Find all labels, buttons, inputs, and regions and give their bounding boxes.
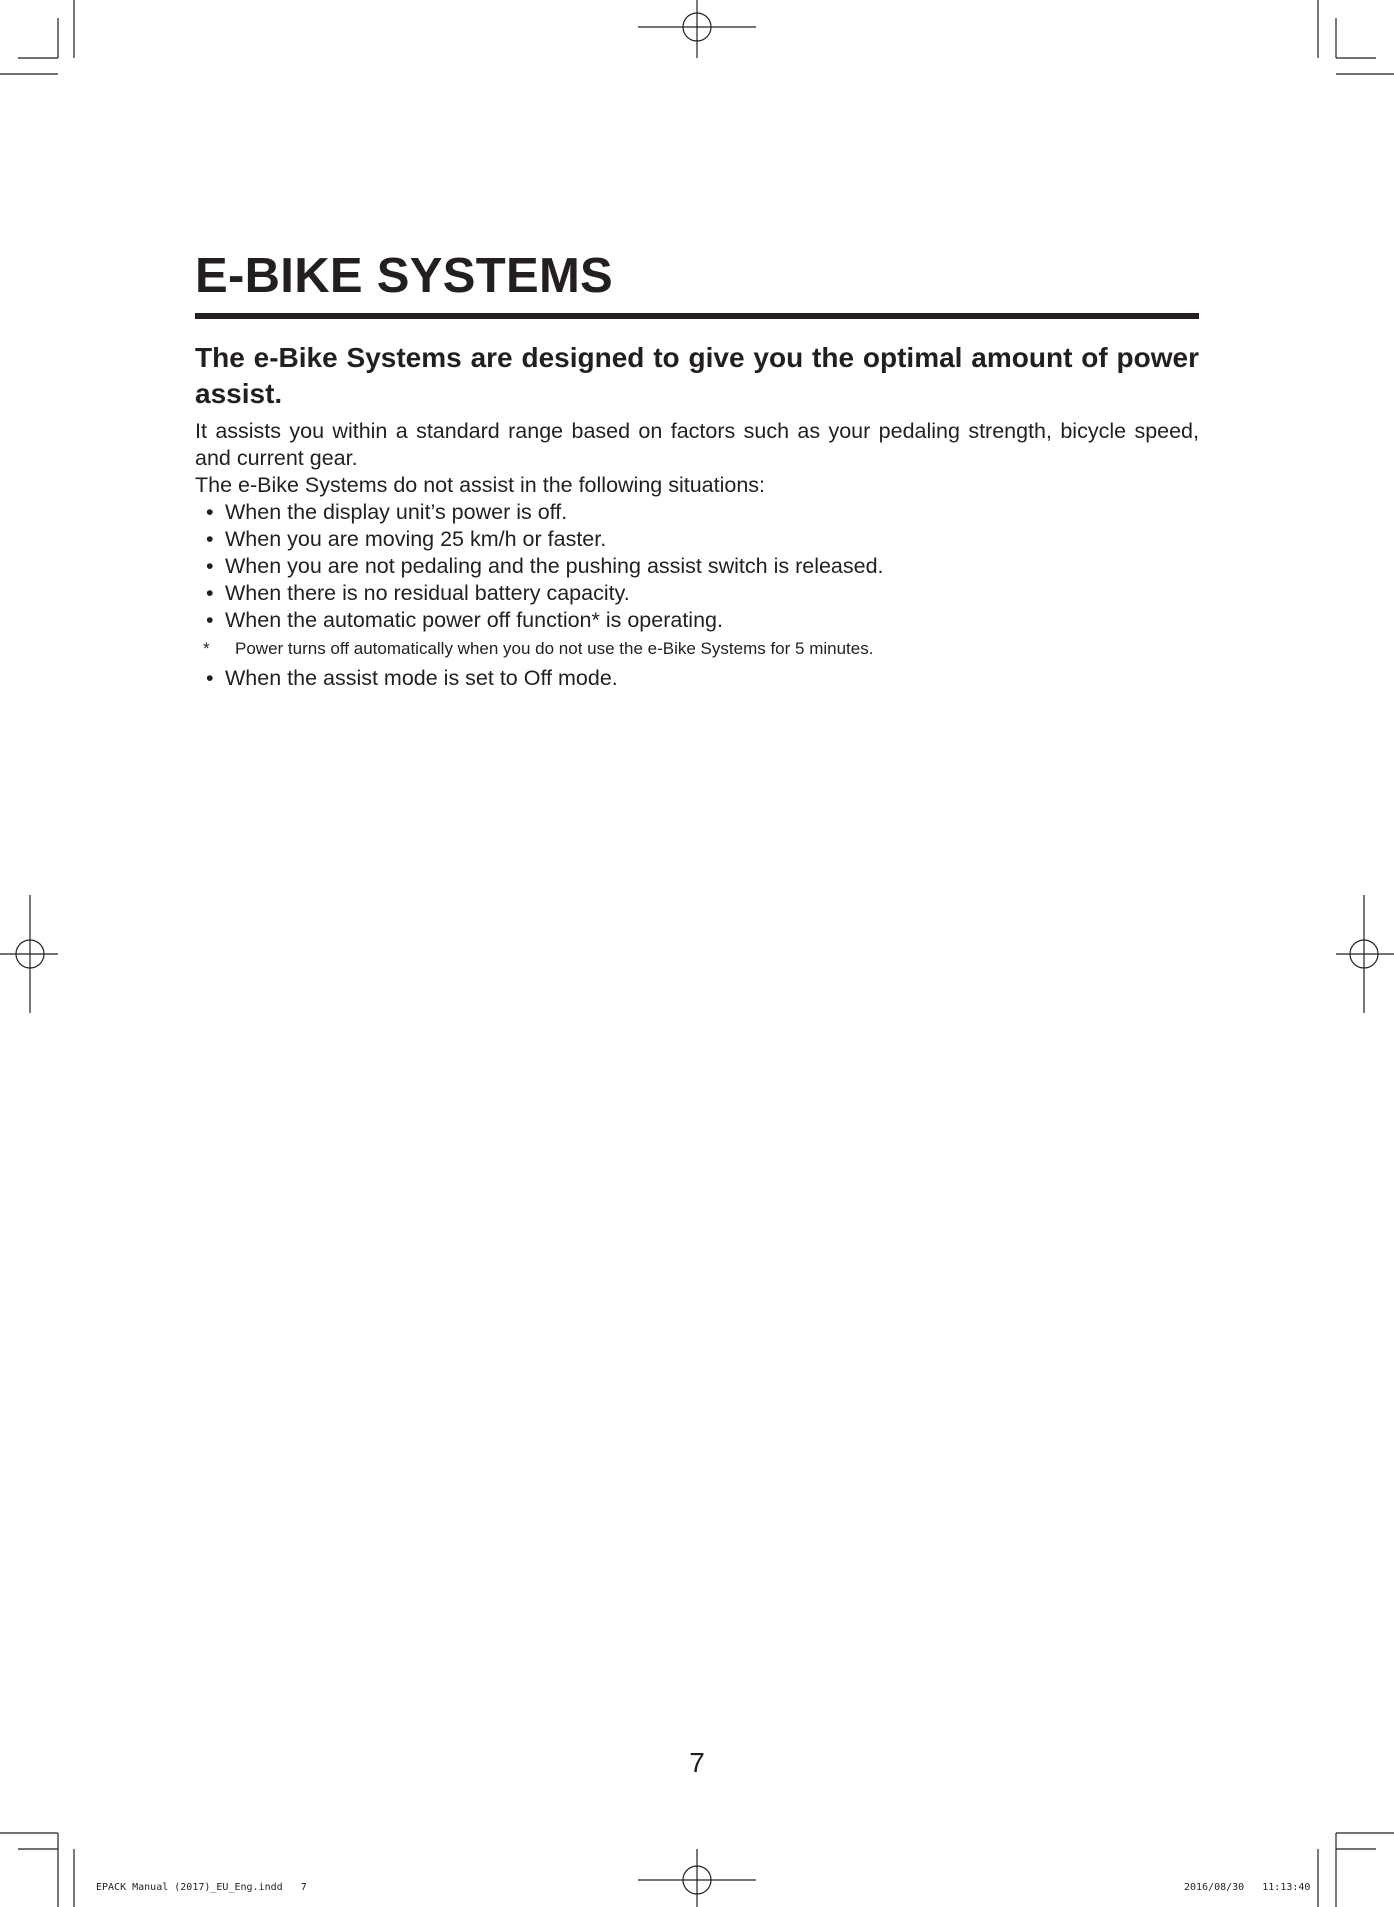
crop-mark-top-left xyxy=(0,0,74,74)
registration-mark-right xyxy=(1336,895,1394,1013)
list-item xyxy=(195,553,1199,580)
intro-paragraph: It assists you within a standard range based on factors such as your pedaling strength, bicycle speed, and current gear. xyxy=(195,419,1199,470)
situations-list xyxy=(195,499,1199,634)
crop-mark-bottom-left xyxy=(0,1833,74,1907)
list-item-text: When you are moving 25 km/h or faster. xyxy=(225,527,607,551)
footnote-marker: * xyxy=(203,639,210,658)
list-item-text: When there is no residual battery capacity. xyxy=(225,581,630,605)
crop-mark-bottom-right xyxy=(1318,1833,1394,1907)
lead-in-paragraph: The e-Bike Systems do not assist in the following situations: xyxy=(195,473,766,497)
list-item xyxy=(195,526,1199,553)
page-number: 7 xyxy=(689,1747,705,1778)
bullet-glyph: • xyxy=(206,500,214,524)
list-item-text: When the assist mode is set to Off mode. xyxy=(225,666,618,690)
footnote-text: Power turns off automatically when you do not use the e-Bike Systems for 5 minutes. xyxy=(235,639,874,658)
slug-file-name: EPACK Manual (2017)_EU_Eng.indd 7 xyxy=(96,1882,307,1893)
page-heading: E-BIKE SYSTEMS xyxy=(195,249,614,303)
list-item xyxy=(195,665,1199,692)
body-text xyxy=(195,418,1199,692)
list-item-text: When the automatic power off function* is operating. xyxy=(225,608,723,632)
bullet-glyph: • xyxy=(206,608,214,632)
registration-mark-left xyxy=(0,895,58,1013)
list-item-text: When you are not pedaling and the pushing assist switch is released. xyxy=(225,554,884,578)
registration-mark-bottom xyxy=(638,1849,756,1907)
bullet-glyph: • xyxy=(206,581,214,605)
section-subtitle: The e-Bike Systems are designed to give you the optimal amount of power assist. xyxy=(195,342,1199,409)
list-item xyxy=(195,607,1199,634)
situations-list-continued xyxy=(195,665,1199,692)
bullet-glyph: • xyxy=(206,554,214,578)
slug-date-time: 2016/08/30 11:13:40 xyxy=(1184,1882,1311,1893)
list-item xyxy=(195,499,1199,526)
footnote xyxy=(195,637,1199,661)
list-item xyxy=(195,580,1199,607)
heading-rule xyxy=(195,313,1199,319)
registration-mark-top xyxy=(638,0,756,58)
bullet-glyph: • xyxy=(206,666,214,690)
list-item-text: When the display unit’s power is off. xyxy=(225,500,568,524)
bullet-glyph: • xyxy=(206,527,214,551)
crop-mark-top-right xyxy=(1318,0,1394,74)
